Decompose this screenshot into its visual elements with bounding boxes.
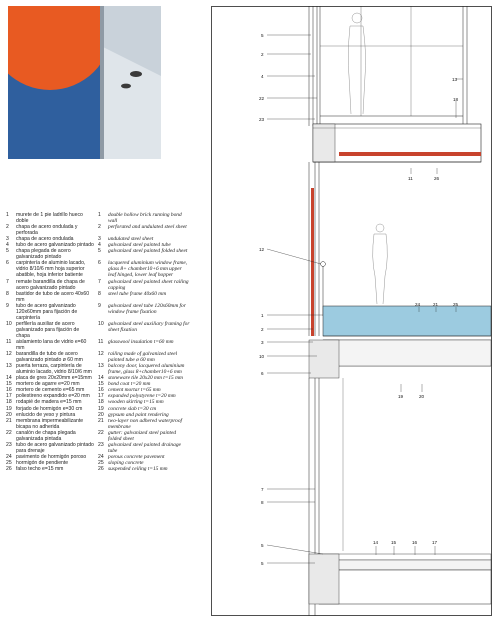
legend-text-en: double hollow brick running bond wall: [108, 212, 182, 225]
legend-number-es: 16: [6, 387, 12, 394]
callout-bottom: 15: [391, 540, 397, 545]
legend-text-es: tubo de acero galvanizado pintado: [16, 242, 94, 249]
legend-number-en: 14: [98, 375, 104, 382]
callouts: [259, 33, 459, 566]
legend-text-es: bastidor de tubo de acero 40x60 mm: [16, 290, 90, 303]
upper-storey: [309, 6, 467, 126]
legend-row: [6, 418, 190, 430]
construction-section: [211, 6, 492, 616]
legend-number-en: 23: [98, 441, 104, 448]
legend-number-es: 5: [6, 248, 9, 255]
legend-number-es: 13: [6, 363, 12, 370]
callout-left: 6: [261, 371, 264, 376]
legend-text-en: stoneware tile 20x20 mm t=15 mm: [108, 375, 183, 382]
legend-text-en: glasswool insulation t=60 mm: [108, 338, 174, 345]
callout-bottom: 20: [419, 394, 425, 399]
legend-text-es: pavimento de hormigón poroso: [16, 453, 87, 460]
legend-number-en: 7: [98, 278, 101, 285]
legend-text-en: gypsum and paint rendering: [108, 411, 169, 418]
legend-number-en: 3: [98, 236, 101, 243]
legend-number-en: 15: [98, 381, 104, 388]
callout-right: 21: [433, 302, 439, 307]
legend-number-en: 11: [98, 338, 104, 345]
edge-beam: [309, 340, 339, 378]
legend-number-es: 24: [6, 453, 12, 460]
legend-text-es: hormigón de pendiente: [16, 459, 69, 466]
legend-row: [6, 279, 190, 291]
callout-left: 22: [259, 96, 265, 101]
legend-text-es: mortero de agarre e=20 mm: [16, 381, 80, 388]
legend-number-es: 17: [6, 393, 12, 400]
legend-number-en: 22: [98, 429, 104, 436]
callout-bottom: 19: [398, 394, 404, 399]
legend-number-en: 13: [98, 363, 104, 370]
legend-text-es: carpintería de aluminio lacado, vidrio 8/10/6 mm hoja superior abatible, hoja inferior batiente: [16, 260, 86, 279]
legend-text-en: sloping concrete: [108, 459, 144, 466]
photo-figure-shadow-2: [121, 84, 131, 89]
legend-text-en: porous concrete pavement: [108, 453, 165, 460]
legend-text-es: chapa plegada de acero galvanizado pintado: [16, 248, 71, 261]
legend-text-es: mortero de cemento e=65 mm: [16, 387, 85, 394]
legend-row: [6, 321, 190, 339]
legend-number-es: 19: [6, 405, 12, 412]
legend-row: [6, 430, 190, 442]
legend-text-en: galvanized steel painted drainage tube: [108, 441, 181, 454]
legend-text-en: galvanized steel tube 120x60mm for window frame fixation: [108, 302, 186, 315]
legend-text-en: galvanized steel painted tube: [108, 242, 171, 249]
callout-left: 4: [261, 74, 264, 79]
legend-text-es: rodapié de madera e=15 mm: [16, 399, 82, 406]
callout-right: 25: [453, 302, 459, 307]
legend-number-es: 10: [6, 320, 12, 327]
legend-number-es: 12: [6, 351, 12, 358]
legend-row: [6, 248, 190, 260]
legend-number-es: 4: [6, 242, 9, 249]
legend-number-en: 6: [98, 260, 101, 267]
legend-number-es: 6: [6, 260, 9, 267]
callout-left: 2: [261, 52, 264, 57]
callout-left: 23: [259, 117, 265, 122]
legend-row: [6, 260, 190, 278]
legend-number-en: 8: [98, 290, 101, 297]
legend-number-es: 1: [6, 212, 9, 218]
legend-number-en: 20: [98, 411, 104, 418]
callout-left: 2: [261, 327, 264, 332]
legend-number-es: 18: [6, 399, 12, 406]
legend-number-en: 5: [98, 248, 101, 255]
legend-number-es: 25: [6, 459, 12, 466]
legend-number-en: 4: [98, 242, 101, 249]
callout-left: 10: [259, 354, 265, 359]
legend-number-en: 1: [98, 212, 101, 218]
legend-text-es: placa de gres 20x20mm e=15mm: [16, 375, 92, 382]
callout-left: 8: [261, 500, 264, 505]
legend-text-en: bond coat t=20 mm: [108, 381, 151, 388]
legend-text-en: steel tube frame 40x60 mm: [108, 290, 167, 297]
person-outline-terrace: [373, 224, 388, 304]
terrace-slab: [323, 340, 491, 366]
upper-slab: [313, 124, 481, 162]
legend-text-en: galvanized steel painted folded sheet: [108, 248, 188, 255]
legend-number-es: 26: [6, 465, 12, 472]
legend-row: [6, 351, 190, 363]
callout-left: 5: [261, 33, 264, 38]
photo-window-strip: [100, 6, 104, 159]
legend-text-es: poliestireno expandido e=20 mm: [16, 393, 90, 400]
legend-text-es: puerta terraza, carpintería de aluminio lacado, vidrio 8/10/6 mm: [16, 363, 92, 376]
legend-row: [6, 442, 190, 454]
legend-text-en: gutter: galvanized steel painted folded sheet: [108, 429, 177, 442]
legend-number-es: 21: [6, 417, 12, 424]
legend-text-es: forjado de hormigón e=30 cm: [16, 405, 83, 412]
legend-text-en: balcony door, lacquered aluminium frame, glass 8+chamber10+6 mm: [108, 363, 185, 376]
legend-row: [6, 363, 190, 375]
legend-number-en: 18: [98, 399, 104, 406]
callout-right: 24: [415, 302, 421, 307]
legend-text-es: chapa de acero ondulada: [16, 236, 74, 243]
legend-number-es: 11: [6, 338, 12, 345]
photo-figure-shadow: [130, 71, 142, 77]
legend-row: [6, 224, 190, 236]
legend-number-en: 24: [98, 453, 104, 460]
legend-row: [6, 466, 190, 472]
legend-text-en: perforated and undulated steel sheet: [108, 224, 187, 231]
callout-left: 12: [259, 247, 265, 252]
photo-graphic: [8, 6, 161, 159]
callout-bottom: 16: [412, 540, 418, 545]
legend-text-es: barandilla de tubo de acero galvanizado pintado ø 60 mm: [16, 351, 83, 364]
person-outline-upper: [348, 13, 365, 114]
legend-text-es: murete de 1 pie ladrillo hueco doble: [16, 212, 83, 225]
legend-text-en: galvanized steel painted sheet railing capping: [108, 278, 189, 291]
legend-text-en: cement mortar t=65 mm: [108, 387, 161, 394]
legend-text-en: undulated steel sheet: [108, 236, 154, 243]
legend-text-es: aislamiento lana de vidrio e=60 mm: [16, 338, 87, 352]
legend-number-es: 20: [6, 411, 12, 418]
legend-number-es: 14: [6, 375, 12, 382]
legend-number-en: 16: [98, 387, 104, 394]
legend-number-en: 9: [98, 302, 101, 309]
legend-number-es: 3: [6, 236, 9, 243]
callout-bottom: 17: [432, 540, 438, 545]
callout-left: 3: [261, 340, 264, 345]
legend-number-es: 9: [6, 302, 9, 309]
callout-right: 18: [453, 97, 459, 102]
callout-bottom: 11: [408, 176, 413, 181]
legend-text-en: suspended ceiling t=15 mm: [108, 465, 168, 472]
legend-number-en: 2: [98, 224, 101, 231]
legend-row: [6, 212, 190, 224]
legend-text-es: enlucido de yeso y pintura: [16, 411, 76, 418]
callout-bottom: 26: [434, 176, 440, 181]
leader-lines: [267, 35, 463, 563]
legend-number-es: 22: [6, 429, 12, 436]
legend-row: [6, 303, 190, 321]
legend-number-es: 8: [6, 290, 9, 297]
callout-left: 5: [261, 561, 264, 566]
legend-text-es: tubo de acero galvanizado pintado para drenaje: [16, 441, 94, 454]
legend-number-en: 25: [98, 459, 104, 466]
callout-left: 7: [261, 487, 264, 492]
legend-number-en: 19: [98, 405, 104, 412]
legend-text-en: galvanized steel auxiliary framing for sheet fixation: [108, 320, 190, 333]
legend-number-en: 26: [98, 465, 104, 472]
callout-left: 5: [261, 543, 264, 548]
legend-text-es: remate barandilla de chapa de acero galvanizado pintado: [16, 278, 85, 291]
callout-bottom: 14: [373, 540, 379, 545]
terrace-pavement: [323, 306, 491, 336]
legend-text-es: canalón de chapa plegada galvanizada pintada: [16, 429, 76, 442]
legend-text-en: concrete slab t=30 cm: [108, 405, 157, 412]
legend-row: [6, 339, 190, 351]
legend-number-es: 2: [6, 224, 9, 231]
legend-number-es: 7: [6, 278, 9, 285]
legend-text-en: lacquered aluminium window frame, glass 8+ chamber10+6 mm upper leaf hinged, lower leaf hopper: [108, 260, 188, 279]
legend-text-es: membrana impermeabilizante bicapa no adherida: [16, 417, 84, 430]
legend: [6, 212, 190, 618]
legend-number-en: 12: [98, 351, 104, 358]
legend-row: [6, 291, 190, 303]
legend-text-es: tubo de acero galvanizado 120x60mm para fijación de carpintería: [16, 302, 78, 321]
legend-number-en: 17: [98, 393, 104, 400]
legend-text-en: railing made of galvanized steel painted tube ø 60 mm: [108, 351, 178, 364]
legend-number-en: 10: [98, 320, 104, 327]
legend-text-es: chapa de acero ondulada y perforada: [16, 224, 78, 237]
callout-left: 1: [261, 313, 264, 318]
legend-text-en: two-layer non adhered waterproof membrane: [108, 417, 183, 430]
legend-text-es: falso techo e=15 mm: [16, 465, 64, 472]
callout-right: 13: [452, 77, 458, 82]
legend-text-es: perfilería auxiliar de acero galvanizado para fijación de chapa: [16, 320, 80, 339]
lower-slab: [309, 554, 491, 604]
legend-text-en: expanded polystyrene t=20 mm: [108, 393, 176, 400]
legend-number-en: 21: [98, 417, 104, 424]
legend-number-es: 15: [6, 381, 12, 388]
section-svg: [211, 6, 492, 616]
legend-text-en: wooden skirting t=15 mm: [108, 399, 164, 406]
building-photo: [8, 6, 161, 159]
legend-number-es: 23: [6, 441, 12, 448]
